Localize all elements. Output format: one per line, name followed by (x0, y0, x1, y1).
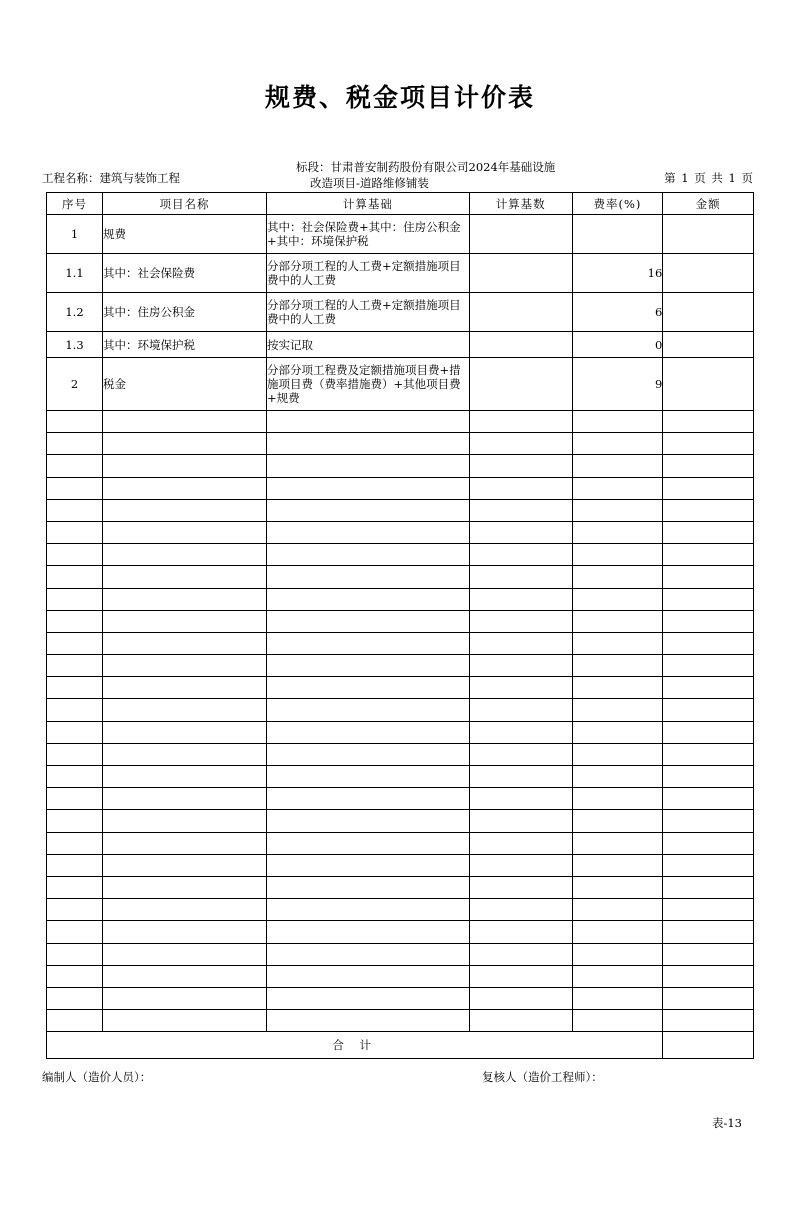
header-cell-name: 项目名称 (103, 193, 267, 215)
cell-base (469, 832, 572, 854)
cell-no (47, 943, 103, 965)
header-cell-no: 序号 (47, 193, 103, 215)
table-header-row (47, 193, 754, 215)
cell-base (469, 411, 572, 433)
cell-name (103, 411, 267, 433)
cell-base (469, 943, 572, 965)
cell-amount (663, 766, 754, 788)
header-cell-amount: 金额 (663, 193, 754, 215)
cell-basis (267, 965, 470, 987)
cell-no (47, 965, 103, 987)
cell-base (469, 455, 572, 477)
cell-amount (663, 254, 754, 293)
table-row (47, 332, 754, 358)
cell-name (103, 721, 267, 743)
cell-amount (663, 876, 754, 898)
cell-basis (267, 544, 470, 566)
cell-name (103, 921, 267, 943)
cell-no (47, 899, 103, 921)
table-row (47, 215, 754, 254)
cell-base (469, 810, 572, 832)
cell-no (47, 854, 103, 876)
cell-name (103, 455, 267, 477)
table-blank-rows (47, 411, 754, 1032)
table-row (47, 433, 754, 455)
reviewer-label: 复核人（造价工程师）： (482, 1070, 603, 1085)
cell-no (47, 766, 103, 788)
table-row (47, 921, 754, 943)
cell-name (103, 788, 267, 810)
cell-rate: 9 (572, 358, 663, 411)
cell-rate: 16 (572, 254, 663, 293)
cell-amount (663, 411, 754, 433)
cell-amount (663, 677, 754, 699)
cell-no: 1.3 (47, 332, 103, 358)
cell-amount (663, 699, 754, 721)
cell-amount (663, 499, 754, 521)
table-row (47, 832, 754, 854)
cell-name (103, 610, 267, 632)
table-footer (47, 1032, 754, 1059)
cell-name (103, 876, 267, 898)
cell-amount (663, 899, 754, 921)
cell-no (47, 411, 103, 433)
cell-basis (267, 743, 470, 765)
cell-name (103, 743, 267, 765)
fee-tax-table (46, 192, 754, 1059)
cell-rate (572, 854, 663, 876)
table-body (47, 215, 754, 411)
cell-name (103, 632, 267, 654)
cell-base (469, 358, 572, 411)
table-row (47, 655, 754, 677)
cell-rate (572, 566, 663, 588)
cell-base (469, 477, 572, 499)
cell-basis (267, 521, 470, 543)
cell-no: 1.2 (47, 293, 103, 332)
cell-no (47, 499, 103, 521)
cell-base (469, 677, 572, 699)
cell-name (103, 433, 267, 455)
header-cell-base: 计算基数 (469, 193, 572, 215)
cell-base (469, 699, 572, 721)
total-amount (663, 1032, 754, 1059)
table-row (47, 965, 754, 987)
cell-basis (267, 1010, 470, 1032)
cell-basis (267, 788, 470, 810)
cell-rate (572, 411, 663, 433)
section-value-line1: 甘肃普安制药股份有限公司2024年基础设施 (330, 160, 556, 174)
cell-no (47, 788, 103, 810)
cell-rate (572, 544, 663, 566)
table-row (47, 566, 754, 588)
cell-base (469, 965, 572, 987)
table-row (47, 254, 754, 293)
cell-no: 1.1 (47, 254, 103, 293)
cell-base (469, 788, 572, 810)
cell-basis (267, 477, 470, 499)
cell-amount (663, 544, 754, 566)
cell-no (47, 721, 103, 743)
cell-basis (267, 943, 470, 965)
cell-name (103, 832, 267, 854)
cell-amount (663, 854, 754, 876)
cell-name (103, 677, 267, 699)
cell-rate (572, 1010, 663, 1032)
table-row (47, 477, 754, 499)
cell-basis (267, 921, 470, 943)
sheet-number: 表-13 (711, 1116, 742, 1130)
cell-name (103, 699, 267, 721)
cell-base (469, 854, 572, 876)
cell-basis (267, 566, 470, 588)
cell-basis (267, 699, 470, 721)
cell-name (103, 521, 267, 543)
cell-basis (267, 433, 470, 455)
cell-amount (663, 610, 754, 632)
table-row (47, 521, 754, 543)
cell-rate (572, 832, 663, 854)
cell-rate (572, 521, 663, 543)
cell-amount (663, 566, 754, 588)
cell-base (469, 921, 572, 943)
table-row (47, 899, 754, 921)
cell-rate (572, 455, 663, 477)
cell-name (103, 544, 267, 566)
table-row (47, 743, 754, 765)
cell-rate (572, 477, 663, 499)
cell-no: 2 (47, 358, 103, 411)
cell-basis (267, 766, 470, 788)
project-name-label: 工程名称： (42, 171, 100, 185)
cell-amount (663, 358, 754, 411)
cell-rate (572, 499, 663, 521)
cell-rate (572, 215, 663, 254)
cell-rate (572, 788, 663, 810)
section-field (296, 159, 596, 191)
cell-rate (572, 987, 663, 1009)
cell-basis (267, 677, 470, 699)
table-row (47, 455, 754, 477)
cell-base (469, 899, 572, 921)
cell-basis (267, 987, 470, 1009)
table-row (47, 1010, 754, 1032)
cell-amount (663, 433, 754, 455)
table-row (47, 499, 754, 521)
table-row (47, 987, 754, 1009)
table-header (47, 193, 754, 215)
cell-base (469, 766, 572, 788)
cell-amount (663, 477, 754, 499)
document-page (0, 78, 800, 1206)
header-cell-rate: 费率(%) (572, 193, 663, 215)
cell-rate (572, 921, 663, 943)
preparer-label: 编制人（造价人员）： (42, 1070, 152, 1085)
cell-no (47, 1010, 103, 1032)
cell-basis (267, 499, 470, 521)
page-title: 规费、税金项目计价表 (264, 83, 535, 112)
cell-amount (663, 743, 754, 765)
cell-name (103, 810, 267, 832)
cell-base (469, 632, 572, 654)
cell-base (469, 544, 572, 566)
section-label: 标段： (296, 160, 331, 174)
table-row (47, 610, 754, 632)
table-row (47, 699, 754, 721)
section-value-line2: 改造项目-道路维修铺装 (310, 176, 429, 190)
cell-base (469, 254, 572, 293)
cell-rate (572, 743, 663, 765)
cell-rate (572, 810, 663, 832)
cell-amount (663, 788, 754, 810)
cell-base (469, 499, 572, 521)
cell-basis (267, 810, 470, 832)
total-row (47, 1032, 754, 1059)
cell-rate (572, 899, 663, 921)
cell-amount (663, 965, 754, 987)
cell-name (103, 987, 267, 1009)
cell-name: 其中：环境保护税 (103, 332, 267, 358)
cell-base (469, 610, 572, 632)
cell-amount (663, 632, 754, 654)
cell-name (103, 499, 267, 521)
cell-base (469, 655, 572, 677)
cell-rate: 0 (572, 332, 663, 358)
cell-name (103, 1010, 267, 1032)
cell-amount (663, 455, 754, 477)
cell-name: 税金 (103, 358, 267, 411)
cell-amount (663, 832, 754, 854)
table-row (47, 358, 754, 411)
cell-no (47, 921, 103, 943)
table-row (47, 544, 754, 566)
cell-no (47, 655, 103, 677)
cell-basis (267, 455, 470, 477)
cell-rate (572, 876, 663, 898)
cell-basis (267, 632, 470, 654)
signature-row (0, 1069, 800, 1089)
cell-name (103, 655, 267, 677)
cell-basis: 按实记取 (267, 332, 470, 358)
project-name-value: 建筑与装饰工程 (99, 171, 180, 185)
cell-amount (663, 655, 754, 677)
cell-no (47, 876, 103, 898)
cell-basis: 分部分项工程的人工费+定额措施项目费中的人工费 (267, 254, 470, 293)
table-row (47, 632, 754, 654)
cell-rate (572, 433, 663, 455)
cell-no (47, 588, 103, 610)
cell-name (103, 566, 267, 588)
cell-base (469, 215, 572, 254)
table-row (47, 293, 754, 332)
cell-base (469, 566, 572, 588)
cell-no (47, 987, 103, 1009)
cell-no (47, 699, 103, 721)
cell-name (103, 965, 267, 987)
cell-basis (267, 610, 470, 632)
document-meta (0, 158, 800, 192)
cell-amount (663, 332, 754, 358)
cell-name (103, 899, 267, 921)
cell-name: 其中：社会保险费 (103, 254, 267, 293)
cell-amount (663, 1010, 754, 1032)
cell-no (47, 610, 103, 632)
cell-no (47, 544, 103, 566)
cell-base (469, 521, 572, 543)
cell-rate (572, 699, 663, 721)
cell-rate (572, 943, 663, 965)
cell-amount (663, 921, 754, 943)
cell-no (47, 566, 103, 588)
cell-amount (663, 588, 754, 610)
cell-name (103, 588, 267, 610)
cell-base (469, 433, 572, 455)
cell-amount (663, 521, 754, 543)
cell-amount (663, 987, 754, 1009)
table-row (47, 677, 754, 699)
cell-basis (267, 832, 470, 854)
cell-no (47, 455, 103, 477)
cell-no (47, 677, 103, 699)
cell-base (469, 876, 572, 898)
table-row (47, 876, 754, 898)
cell-basis (267, 655, 470, 677)
cell-rate (572, 965, 663, 987)
cell-name (103, 943, 267, 965)
header-cell-basis: 计算基础 (267, 193, 470, 215)
cell-name: 规费 (103, 215, 267, 254)
project-name-field (42, 170, 180, 186)
cell-rate (572, 655, 663, 677)
cell-no (47, 521, 103, 543)
cell-name (103, 854, 267, 876)
cell-no (47, 477, 103, 499)
cell-amount (663, 721, 754, 743)
cell-base (469, 987, 572, 1009)
cell-no (47, 632, 103, 654)
cell-basis (267, 854, 470, 876)
cell-amount (663, 215, 754, 254)
cell-base (469, 588, 572, 610)
cell-rate (572, 610, 663, 632)
cell-basis (267, 588, 470, 610)
cell-rate: 6 (572, 293, 663, 332)
cell-name: 其中：住房公积金 (103, 293, 267, 332)
table-row (47, 721, 754, 743)
cell-no (47, 433, 103, 455)
cell-basis: 分部分项工程的人工费+定额措施项目费中的人工费 (267, 293, 470, 332)
cell-base (469, 721, 572, 743)
page-indicator: 第 1 页 共 1 页 (664, 171, 754, 185)
cell-no (47, 743, 103, 765)
cell-base (469, 743, 572, 765)
cell-amount (663, 293, 754, 332)
cell-rate (572, 766, 663, 788)
table-row (47, 810, 754, 832)
cell-amount (663, 943, 754, 965)
table-row (47, 766, 754, 788)
cell-name (103, 477, 267, 499)
cell-no (47, 810, 103, 832)
cell-amount (663, 810, 754, 832)
cell-rate (572, 632, 663, 654)
cell-no (47, 832, 103, 854)
table-row (47, 854, 754, 876)
cell-basis (267, 876, 470, 898)
total-label: 合 计 (47, 1032, 663, 1059)
cell-basis (267, 721, 470, 743)
cell-name (103, 766, 267, 788)
table-row (47, 943, 754, 965)
cell-base (469, 1010, 572, 1032)
cell-rate (572, 677, 663, 699)
cell-no: 1 (47, 215, 103, 254)
table-row (47, 788, 754, 810)
cell-basis: 分部分项工程费及定额措施项目费+措施项目费（费率措施费）+其他项目费+规费 (267, 358, 470, 411)
cell-base (469, 332, 572, 358)
cell-basis (267, 411, 470, 433)
cell-base (469, 293, 572, 332)
table-row (47, 411, 754, 433)
cell-rate (572, 721, 663, 743)
cell-rate (572, 588, 663, 610)
cell-basis: 其中：社会保险费+其中：住房公积金+其中：环境保护税 (267, 215, 470, 254)
cell-basis (267, 899, 470, 921)
table-row (47, 588, 754, 610)
